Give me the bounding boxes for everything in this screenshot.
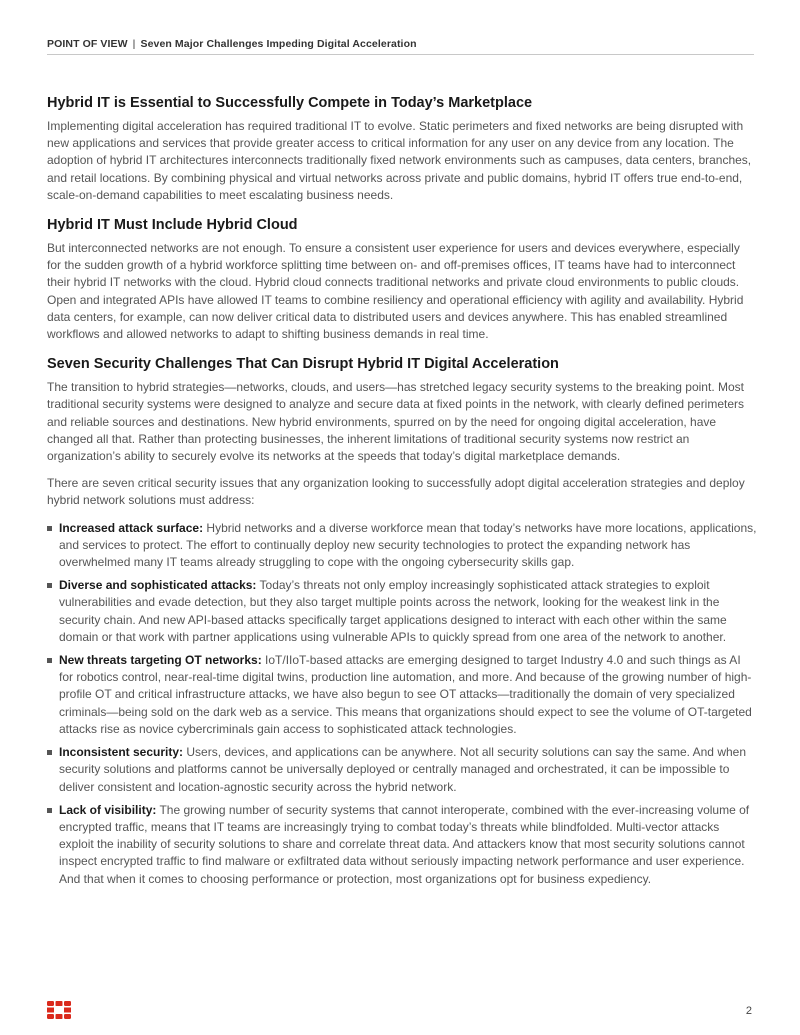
section-security-challenges	[47, 355, 757, 887]
section-paragraph: Implementing digital acceleration has required traditional IT to evolve. Static perimeters and fixed networks are being disrupted with new applications and services that provide greater access to critical information for any user on any device from any location. The adoption of hybrid IT architectures interconnects traditionally fixed network environments such as campuses, data centers, branches, and retail locations. By combining physical and virtual networks across private and public domains, hybrid IT offers true end-to-end, scale-on-demand capabilities to meet escalating business needs.	[47, 119, 752, 202]
page-number: 2	[745, 1005, 752, 1017]
section-paragraph: The transition to hybrid strategies—networks, clouds, and users—has stretched legacy security systems to the breaking point. Most traditional security systems were designed to analyze and secure data at fixed points in the network, with clearly defined perimeters and reliable sources and destinations. New hybrid environments, spurred on by the need for ongoing digital acceleration, have changed all that. Rather than protecting businesses, the inherent limitations of traditional security systems now restrict an organization’s ability to securely evolve its networks at the speeds that today’s digital marketplace demands.	[47, 380, 745, 464]
list-item-text: Users, devices, and applications can be anywhere. Not all security solutions can say the same. And when security solutions and platforms cannot be universally deployed or centrally managed and orchestrated, it can be impossible to deliver consistent and location-agnostic security across the hybrid network.	[59, 745, 746, 794]
fortinet-logo-icon	[47, 1001, 71, 1019]
list-item-text: Hybrid networks and a diverse workforce mean that today’s networks have more locations, applications, and services to protect. The effort to continually deploy new security technologies to protect the expanding network has overwhelmed many IT teams already struggling to cope with the ongoing cybersecurity skills gap.	[59, 520, 757, 570]
section-heading: Hybrid IT is Essential to Successfully Compete in Today’s Marketplace	[47, 95, 533, 111]
list-item-text: Today’s threats not only employ increasingly sophisticated attack strategies to exploit vulnerabilities and evade detection, but they also target multiple points across the network, looking for the weakest link in the security chain. And new API-based attacks specifically target applications designed to interact with each other within the same domain or that work with partner applications using vulnerable APIs to quickly spread from one area of the network to another.	[59, 578, 727, 644]
square-bullet-icon	[47, 526, 52, 531]
list-item-term: Increased attack surface:	[59, 520, 204, 535]
section-heading: Seven Security Challenges That Can Disrupt Hybrid IT Digital Acceleration	[47, 356, 559, 373]
list-item-text: The growing number of security systems that cannot interoperate, combined with the ever-increasing volume of encrypted traffic, means that IT teams are increasingly trying to combat today’s threats while blindfolded. Multi-vector attacks exploit the inability of security solutions to share and correlate threat data. And attackers know that most security solutions cannot inspect encrypted traffic to find malware or exfiltrated data without seriously impacting network performance and user experience. And that when it comes to choosing performance or protection, most organizations opt for business expediency.	[59, 802, 750, 886]
list-item	[47, 744, 757, 796]
list-item-term: Inconsistent security:	[59, 745, 184, 760]
square-bullet-icon	[47, 658, 52, 663]
header-divider	[47, 54, 754, 55]
list-item	[47, 652, 757, 738]
list-item-term: Lack of visibility:	[59, 802, 157, 817]
main-content	[47, 94, 757, 894]
challenge-list	[47, 520, 757, 888]
list-item-term: New threats targeting OT networks:	[59, 653, 262, 668]
section-heading: Hybrid IT Must Include Hybrid Cloud	[47, 217, 298, 234]
square-bullet-icon	[47, 808, 52, 813]
section-paragraph: But interconnected networks are not enough. To ensure a consistent user experience for users and devices everywhere, especially for the sudden growth of a hybrid workforce splitting time between on- and off-premises offices, IT teams have had to interconnect their hybrid IT networks with the cloud. Hybrid cloud connects traditional networks and private cloud environments to public clouds. Open and integrated APIs have allowed IT teams to combine resiliency and operational efficiency with agility and availability. Hybrid data centers, for example, can now deliver critical data to distributed users and devices anywhere. This has enabled streamlined workflows and allowed networks to adapt to shifting business demands in real time.	[47, 241, 744, 342]
list-item	[47, 520, 757, 572]
section-hybrid-cloud	[47, 216, 757, 343]
list-item	[47, 577, 757, 646]
section-hybrid-it	[47, 94, 757, 204]
header-title: Seven Major Challenges Impeding Digital Acceleration	[140, 38, 417, 50]
list-item-text: IoT/IIoT-based attacks are emerging designed to target Industry 4.0 and such things as AI for robotics control, near-real-time digital twins, production line automation, and more. And because of the growing number of high-profile OT and critical infrastructure attacks, we have also begun to see OT attacks—traditionally the domain of very specialized criminals—being sold on the dark web as a service. This means that organizations should expect to see the volume of OT-targeted attacks rise as novice cybercriminals gain access to sophisticated attack technologies.	[59, 653, 752, 736]
square-bullet-icon	[47, 750, 52, 755]
section-paragraph: There are seven critical security issues that any organization looking to successfully adopt digital acceleration strategies and deploy hybrid network solutions must address:	[47, 476, 745, 508]
header-separator: |	[132, 38, 136, 50]
list-item	[47, 802, 757, 888]
header-label: POINT OF VIEW	[47, 38, 128, 50]
list-item-term: Diverse and sophisticated attacks:	[59, 578, 257, 593]
page-header	[47, 38, 754, 50]
square-bullet-icon	[47, 583, 52, 588]
